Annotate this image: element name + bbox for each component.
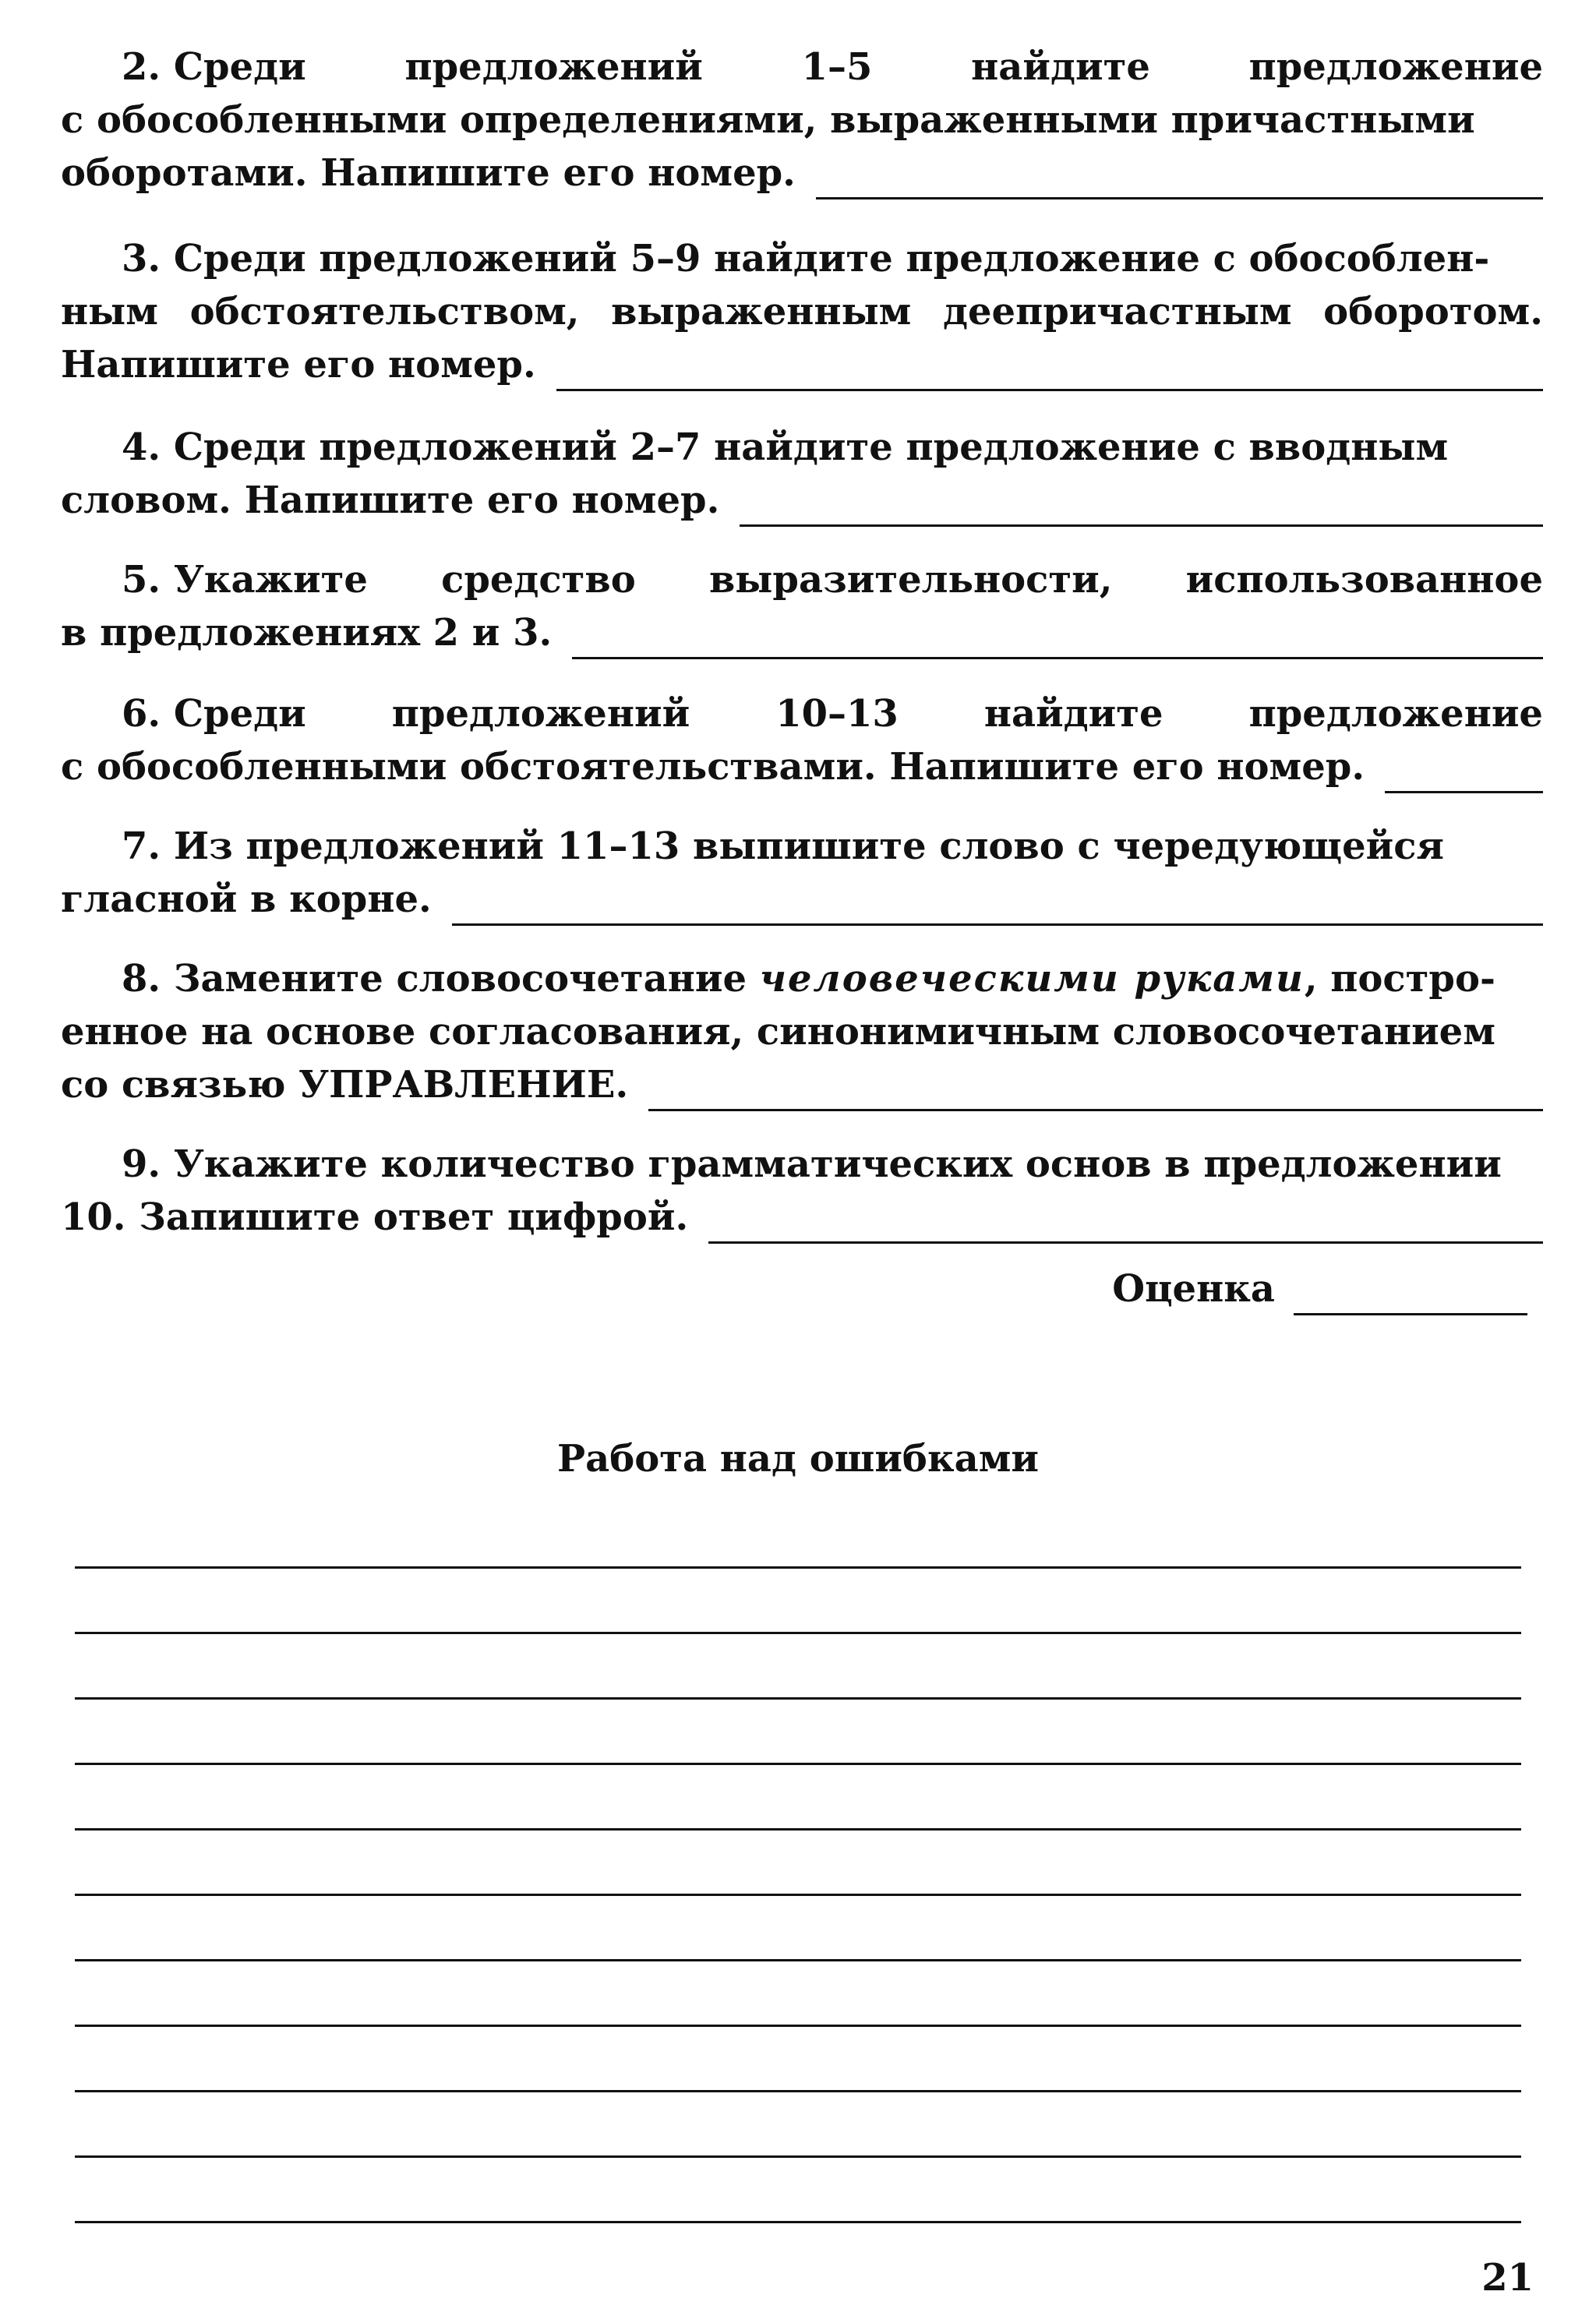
word: 5. Укажите <box>122 558 368 602</box>
question-6-tail-text: с обособленными обстоятельствами. Напишите его номер. <box>61 745 1365 789</box>
writing-line[interactable] <box>75 2025 1521 2027</box>
question-2-tail-text: оборотами. Напишите его номер. <box>61 151 796 195</box>
question-8-line-2 <box>61 1005 1543 1058</box>
question-5 <box>61 553 1543 659</box>
question-2-line-2 <box>61 94 1543 147</box>
grade-row <box>1112 1262 1527 1315</box>
question-5-line-1 <box>61 553 1543 606</box>
word: выразительности, <box>708 558 1113 602</box>
line-text: енное на основе согласования, синонимичным словосочетанием <box>61 1010 1495 1054</box>
word: найдите <box>971 45 1150 89</box>
question-2-answer-row <box>61 147 1543 199</box>
question-9-answer-row <box>61 1191 1543 1244</box>
section-title: Работа над ошибками <box>557 1437 1039 1481</box>
line-text: 4. Среди предложений 2–7 найдите предложение с вводным <box>122 425 1449 469</box>
question-4-tail-text: словом. Напишите его номер. <box>61 478 720 522</box>
answer-blank[interactable] <box>452 881 1543 926</box>
word: 6. Среди <box>122 692 306 736</box>
answer-blank[interactable] <box>740 482 1543 527</box>
word: 1–5 <box>801 45 873 89</box>
question-4-answer-row <box>61 474 1543 527</box>
question-4 <box>61 421 1543 527</box>
grade-label: Оценка <box>1112 1267 1275 1311</box>
line-text: 7. Из предложений 11–13 выпишите слово с чередующейся <box>122 824 1444 868</box>
writing-line[interactable] <box>75 2221 1521 2223</box>
word: 2. Среди <box>122 45 306 89</box>
word: обстоятельством, <box>189 290 580 334</box>
question-9-tail-text: 10. Запишите ответ цифрой. <box>61 1195 689 1239</box>
question-8-line-1 <box>61 952 1543 1005</box>
line-text: с обособленными определениями, выраженными причастными <box>61 98 1475 142</box>
word: использованное <box>1185 558 1543 602</box>
question-3 <box>61 232 1543 391</box>
question-9 <box>61 1138 1543 1244</box>
question-5-answer-row <box>61 606 1543 659</box>
writing-line[interactable] <box>75 1632 1521 1634</box>
writing-line[interactable] <box>75 1828 1521 1831</box>
question-8-answer-row <box>61 1058 1543 1111</box>
question-5-tail-text: в предложениях 2 и 3. <box>61 611 553 655</box>
question-3-tail-text: Напишите его номер. <box>61 343 536 387</box>
line-text: 9. Укажите количество грамматических основ в предложении <box>122 1142 1502 1186</box>
word: найдите <box>983 692 1163 736</box>
grade-blank[interactable] <box>1294 1271 1527 1315</box>
question-6-line-1 <box>61 687 1543 740</box>
answer-blank[interactable] <box>708 1199 1543 1244</box>
word: 10–13 <box>775 692 899 736</box>
writing-line[interactable] <box>75 1697 1521 1700</box>
word: средство <box>441 558 636 602</box>
line-text: , постро- <box>1304 957 1495 1001</box>
question-8 <box>61 952 1543 1111</box>
answer-blank[interactable] <box>556 347 1543 391</box>
question-4-line-1 <box>61 421 1543 474</box>
word: ным <box>61 290 158 334</box>
word: предложение <box>1248 692 1543 736</box>
question-9-line-1 <box>61 1138 1543 1191</box>
question-2 <box>61 41 1543 199</box>
writing-line[interactable] <box>75 1959 1521 1961</box>
word: предложений <box>391 692 690 736</box>
line-text: 3. Среди предложений 5–9 найдите предложение с обособлен- <box>122 237 1490 281</box>
question-7 <box>61 820 1543 926</box>
word: оборотом. <box>1323 290 1543 334</box>
writing-line[interactable] <box>75 1894 1521 1896</box>
answer-blank[interactable] <box>572 615 1543 659</box>
question-3-line-2 <box>61 285 1543 338</box>
word: предложение <box>1248 45 1543 89</box>
writing-line[interactable] <box>75 2090 1521 2092</box>
writing-line[interactable] <box>75 1763 1521 1765</box>
writing-line[interactable] <box>75 1566 1521 1569</box>
question-8-tail-text: со связью УПРАВЛЕНИЕ. <box>61 1063 629 1107</box>
question-2-line-1 <box>61 41 1543 94</box>
word: предложений <box>404 45 703 89</box>
word: деепричастным <box>943 290 1292 334</box>
question-6 <box>61 687 1543 793</box>
answer-blank[interactable] <box>648 1067 1543 1111</box>
question-6-answer-row <box>61 740 1543 793</box>
word: выраженным <box>611 290 912 334</box>
writing-line[interactable] <box>75 2155 1521 2158</box>
page-number: 21 <box>1481 2256 1534 2300</box>
question-3-line-1 <box>61 232 1543 285</box>
line-text: 8. Замените словосочетание <box>122 957 747 1001</box>
answer-blank[interactable] <box>1385 749 1543 793</box>
answer-blank[interactable] <box>816 155 1543 199</box>
question-7-line-1 <box>61 820 1543 873</box>
question-7-tail-text: гласной в корне. <box>61 877 432 921</box>
question-7-answer-row <box>61 873 1543 926</box>
question-3-answer-row <box>61 338 1543 391</box>
italic-phrase: человеческими руками <box>759 957 1305 1001</box>
